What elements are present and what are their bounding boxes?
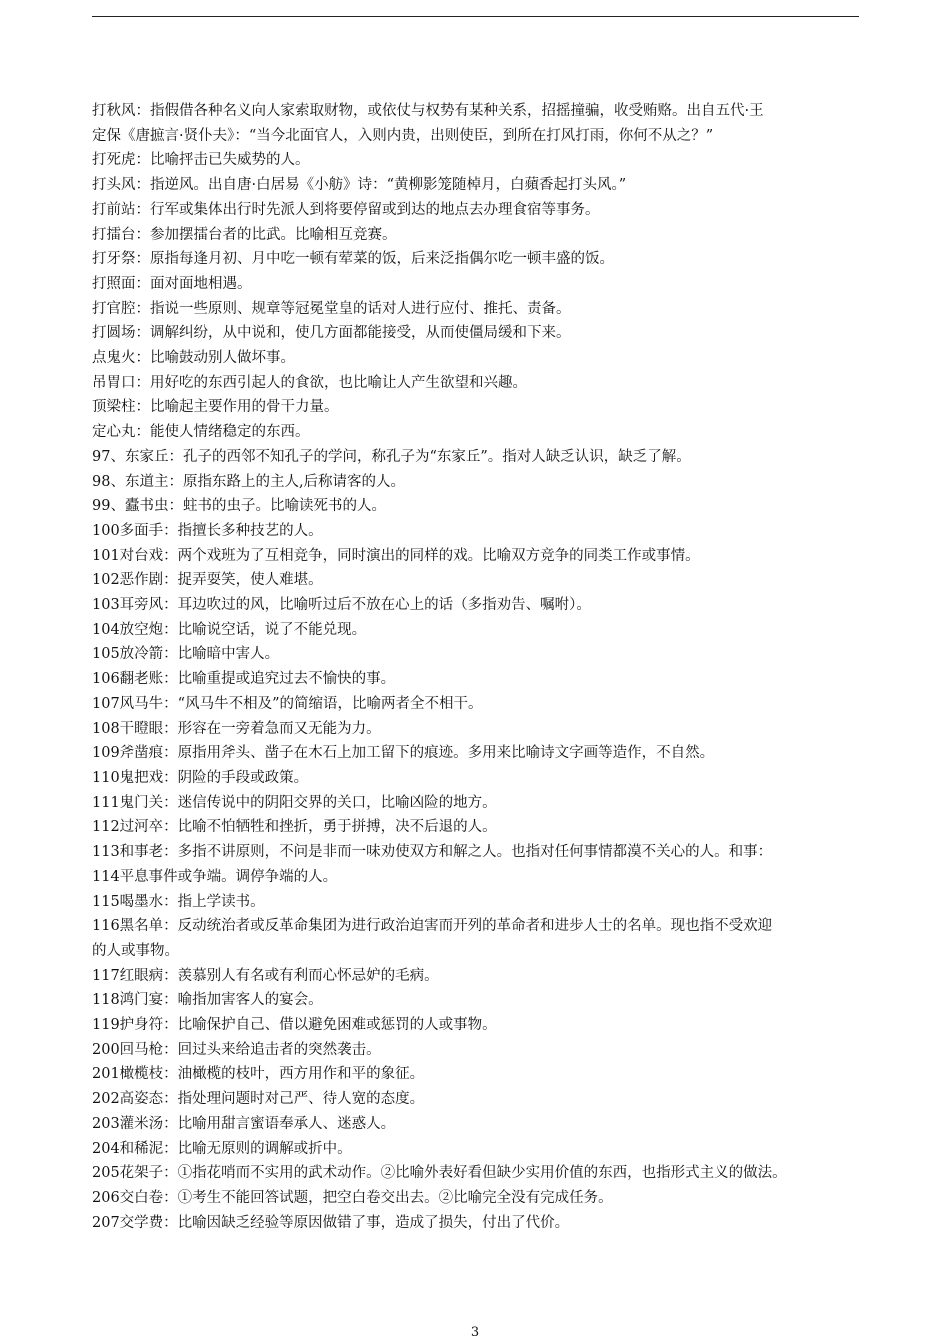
text-line: 98、东道主：原指东路上的主人,后称请客的人。 (92, 473, 406, 490)
text-line: 定心丸：能使人情绪稳定的东西。 (92, 424, 310, 441)
text-line: 204和稀泥：比喻无原则的调解或折中。 (92, 1140, 352, 1157)
text-line: 99、蠹书虫：蛀书的虫子。比喻读死书的人。 (92, 498, 386, 515)
text-line: 的人或事物。 (92, 942, 179, 959)
text-line: 打牙祭：原指每逢月初、月中吃一顿有荤菜的饭，后来泛指偶尔吃一顿丰盛的饭。 (92, 251, 614, 268)
document-body (92, 99, 872, 1235)
text-line: 102恶作剧：捉弄耍笑，使人难堪。 (92, 572, 323, 589)
text-line: 105放冷箭：比喻暗中害人。 (92, 646, 280, 663)
text-line: 100多面手：指擅长多种技艺的人。 (92, 522, 323, 539)
text-line: 108干瞪眼：形容在一旁着急而又无能为力。 (92, 720, 381, 737)
text-line: 116黑名单：反动统治者或反革命集团为进行政治迫害而开列的革命者和进步人士的名单。现也指不受欢迎 (92, 918, 773, 935)
page-number: 3 (470, 1325, 480, 1340)
text-line: 打圆场：调解纠纷，从中说和，使几方面都能接受，从而使僵局缓和下来。 (92, 325, 571, 342)
text-line: 110鬼把戏：阴险的手段或政策。 (92, 769, 309, 786)
text-line: 97、东家丘：孔子的西邻不知孔子的学问，称孔子为“东家丘”。指对人缺乏认识，缺乏了解。 (92, 448, 691, 465)
text-line: 205花架子：①指花哨而不实用的武术动作。②比喻外表好看但缺少实用价值的东西，也指形式主义的做法。 (92, 1165, 787, 1182)
text-line: 106翻老账：比喻重提或追究过去不愉快的事。 (92, 671, 396, 688)
text-line: 109斧凿痕：原指用斧头、凿子在木石上加工留下的痕迹。多用来比喻诗文字画等造作，不自然。 (92, 745, 715, 762)
text-line: 打官腔：指说一些原则、规章等冠冕堂皇的话对人进行应付、推托、责备。 (92, 300, 571, 317)
text-line: 114平息事件或争端。调停争端的人。 (92, 868, 338, 885)
text-line: 打死虎：比喻抨击已失威势的人。 (92, 152, 310, 169)
text-line: 101对台戏：两个戏班为了互相竞争，同时演出的同样的戏。比喻双方竞争的同类工作或事情。 (92, 547, 700, 564)
text-line: 打擂台：参加摆擂台者的比武。比喻相互竞赛。 (92, 226, 397, 243)
text-line: 打照面：面对面地相遇。 (92, 275, 252, 292)
text-line: 打秋风：指假借各种名义向人家索取财物，或依仗与权势有某种关系，招摇撞骗，收受贿赂。出自五代·王 (92, 103, 764, 119)
header-rule (92, 16, 859, 17)
text-line: 203灌米汤：比喻用甜言蜜语奉承人、迷惑人。 (92, 1115, 396, 1132)
text-line: 定保《唐摭言·贤仆夫》：“当今北面官人，入则内贵，出则使臣，到所在打风打雨，你何不从之？” (92, 127, 714, 144)
text-line: 111鬼门关：迷信传说中的阴阳交界的关口，比喻凶险的地方。 (92, 794, 497, 811)
text-line: 打头风：指逆风。出自唐·白居易《小舫》诗：“黄柳影笼随棹月，白蘋香起打头风。” (92, 177, 627, 194)
text-line: 点鬼火：比喻鼓动别人做坏事。 (92, 350, 295, 367)
text-line: 107风马牛：“风马牛不相及”的简缩语，比喻两者全不相干。 (92, 695, 483, 712)
text-line: 119护身符：比喻保护自己、借以避免困难或惩罚的人或事物。 (92, 1017, 497, 1034)
text-line: 103耳旁风：耳边吹过的风，比喻听过后不放在心上的话（多指劝告、嘱咐）。 (92, 597, 591, 614)
text-line: 113和事老：多指不讲原则，不问是非而一味劝使双方和解之人。也指对任何事情都漠不关心的人。和事： (92, 844, 773, 861)
text-line: 201橄榄枝：油橄榄的枝叶，西方用作和平的象征。 (92, 1066, 425, 1083)
text-line: 200回马枪：回过头来给追击者的突然袭击。 (92, 1041, 381, 1058)
text-line: 118鸿门宴：喻指加害客人的宴会。 (92, 992, 323, 1009)
text-line: 202高姿态：指处理问题时对己严、待人宽的态度。 (92, 1091, 425, 1108)
text-line: 112过河卒：比喻不怕牺牲和挫折，勇于拼搏，决不后退的人。 (92, 819, 497, 836)
text-line: 顶梁柱：比喻起主要作用的骨干力量。 (92, 399, 339, 416)
text-line: 115喝墨水：指上学读书。 (92, 893, 265, 910)
text-line: 117红眼病：羡慕别人有名或有利而心怀忌妒的毛病。 (92, 967, 439, 984)
text-line: 吊胃口：用好吃的东西引起人的食欲，也比喻让人产生欲望和兴趣。 (92, 374, 527, 391)
text-line: 104放空炮：比喻说空话，说了不能兑现。 (92, 621, 367, 638)
text-line: 打前站：行军或集体出行时先派人到将要停留或到达的地点去办理食宿等事务。 (92, 201, 600, 218)
text-line: 206交白卷：①考生不能回答试题，把空白卷交出去。②比喻完全没有完成任务。 (92, 1189, 613, 1206)
text-line: 207交学费：比喻因缺乏经验等原因做错了事，造成了损失，付出了代价。 (92, 1214, 570, 1231)
